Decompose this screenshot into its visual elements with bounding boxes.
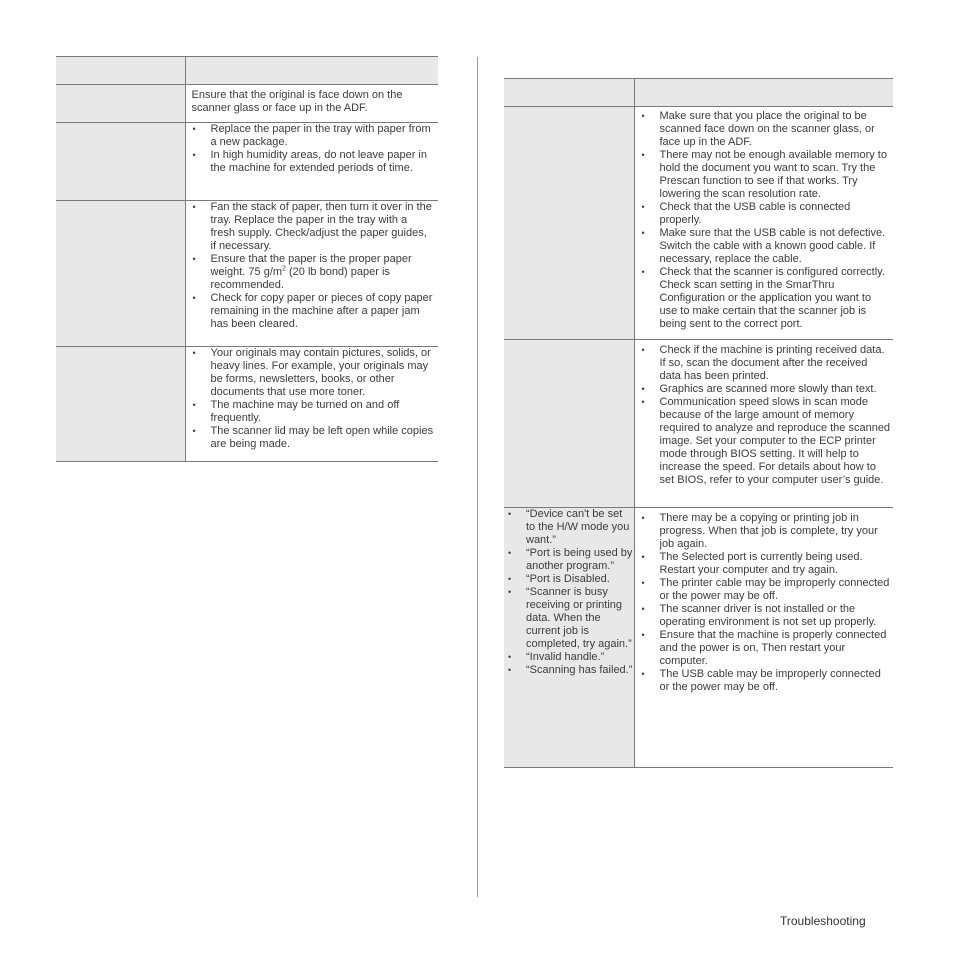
left-troubleshooting-table bbox=[56, 56, 438, 462]
list-item: • Make sure that the USB cable is not defective. Switch the cable with a known good cable. If necessary, replace the cable. bbox=[638, 227, 892, 266]
solution-cell bbox=[185, 123, 438, 201]
list-item: • Replace the paper in the tray with paper from a new package. bbox=[189, 123, 435, 149]
solution-text: Ensure that the original is face down on the scanner glass or face up in the ADF. bbox=[191, 89, 403, 114]
problem-cell bbox=[504, 340, 634, 508]
list-item: • The machine may be turned on and off frequently. bbox=[189, 399, 435, 425]
table-header-row bbox=[504, 79, 893, 107]
solution-cell bbox=[185, 201, 438, 347]
solution-cell bbox=[185, 347, 438, 462]
solution-list bbox=[638, 508, 892, 694]
list-item: • The USB cable may be improperly connected or the power may be off. bbox=[638, 668, 892, 694]
list-item: • Fan the stack of paper, then turn it over in the tray. Replace the paper in the tray with a fresh supply. Check/adjust the paper guides, if necessary. bbox=[189, 201, 435, 253]
solution-cell bbox=[185, 85, 438, 123]
list-item: • Check for copy paper or pieces of copy paper remaining in the machine after a paper jam has been cleared. bbox=[189, 292, 435, 331]
list-item: • Check that the USB cable is connected properly. bbox=[638, 201, 892, 227]
list-item: • The Selected port is currently being used. Restart your computer and try again. bbox=[638, 551, 892, 577]
list-item: • Communication speed slows in scan mode because of the large amount of memory required to analyze and reproduce the scanned image. Set your computer to the ECP printer mode through BIOS setting. It will help to increase the speed. For details about how to set BIOS, refer to your computer user’s guide. bbox=[638, 396, 892, 487]
right-troubleshooting-table bbox=[504, 78, 893, 768]
table-row bbox=[56, 85, 438, 123]
list-item: • “Port is Disabled. bbox=[504, 573, 634, 586]
problem-cell bbox=[504, 508, 634, 768]
problem-cell bbox=[56, 347, 185, 462]
list-item: • The scanner driver is not installed or the operating environment is not set up properly. bbox=[638, 603, 892, 629]
list-item: • “Scanner is busy receiving or printing data. When the current job is completed, try again.” bbox=[504, 586, 634, 651]
problem-cell bbox=[56, 123, 185, 201]
list-item: • Make sure that you place the original to be scanned face down on the scanner glass, or face up in the ADF. bbox=[638, 110, 892, 149]
footer-section-title: Troubleshooting bbox=[780, 914, 866, 928]
list-item: • The printer cable may be improperly connected or the power may be off. bbox=[638, 577, 892, 603]
solution-cell bbox=[634, 107, 893, 340]
list-item: • There may not be enough available memory to hold the document you want to scan. Try the Prescan function to see if that works. Try lowering the scan resolution rate. bbox=[638, 149, 892, 201]
table-row bbox=[504, 340, 893, 508]
solution-list bbox=[638, 107, 892, 331]
header-problem-cell bbox=[56, 57, 185, 85]
list-item: • “Scanning has failed.” bbox=[504, 664, 634, 677]
table-row bbox=[504, 107, 893, 340]
list-item: • Ensure that the machine is properly connected and the power is on, Then restart your computer. bbox=[638, 629, 892, 668]
header-problem-cell bbox=[504, 79, 634, 107]
header-solution-cell bbox=[185, 57, 438, 85]
solution-list bbox=[189, 347, 435, 451]
list-item: • In high humidity areas, do not leave paper in the machine for extended periods of time. bbox=[189, 149, 435, 175]
solution-cell bbox=[634, 508, 893, 768]
list-item: • Graphics are scanned more slowly than text. bbox=[638, 383, 892, 396]
problem-cell bbox=[56, 85, 185, 123]
solution-list bbox=[189, 201, 435, 331]
superscript: 2 bbox=[282, 265, 286, 273]
list-item: • “Device can't be set to the H/W mode you want.” bbox=[504, 508, 634, 547]
list-item bbox=[189, 253, 435, 292]
list-item: • “Invalid handle.” bbox=[504, 651, 634, 664]
list-item: • Your originals may contain pictures, solids, or heavy lines. For example, your originals may be forms, newsletters, books, or other documents that use more toner. bbox=[189, 347, 435, 399]
list-item: • The scanner lid may be left open while copies are being made. bbox=[189, 425, 435, 451]
list-item: • Check that the scanner is configured correctly. Check scan setting in the SmarThru Configuration or the application you want to use to make certain that the scanner job is being sent to the correct port. bbox=[638, 266, 892, 331]
list-item: • Check if the machine is printing received data. If so, scan the document after the received data has been printed. bbox=[638, 344, 892, 383]
column-divider bbox=[477, 57, 478, 897]
header-solution-cell bbox=[634, 79, 893, 107]
table-row bbox=[56, 123, 438, 201]
solution-list bbox=[189, 123, 435, 175]
solution-list bbox=[638, 340, 892, 487]
table-header-row bbox=[56, 57, 438, 85]
problem-cell bbox=[56, 201, 185, 347]
table-row bbox=[56, 347, 438, 462]
list-item: • There may be a copying or printing job in progress. When that job is complete, try your job again. bbox=[638, 512, 892, 551]
problem-cell bbox=[504, 107, 634, 340]
error-message-list bbox=[504, 508, 634, 677]
table-row bbox=[504, 508, 893, 768]
solution-cell bbox=[634, 340, 893, 508]
list-item: • “Port is being used by another program.” bbox=[504, 547, 634, 573]
paper-weight-rest: (20 lb bond) paper is recommended. bbox=[210, 266, 390, 291]
paper-weight-text: Ensure that the paper is the proper paper weight. 75 g/m bbox=[210, 253, 412, 278]
table-row bbox=[56, 201, 438, 347]
